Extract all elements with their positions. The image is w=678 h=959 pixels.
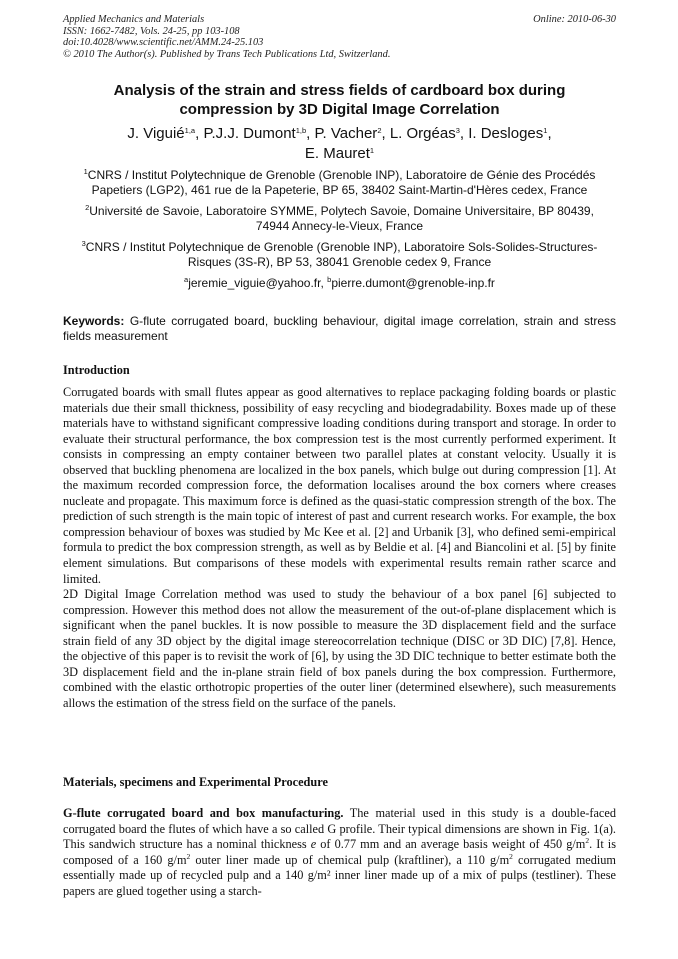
run-in-heading: G-flute corrugated board and box manufacturing. (63, 806, 344, 820)
materials-heading: Materials, specimens and Experimental Procedure (63, 775, 328, 789)
affiliation-text: Risques (3S-R), BP 53, 38041 Grenoble cedex 9, France (187, 255, 492, 270)
author-name: I. Desloges (468, 125, 544, 142)
author-name: J. Viguié (127, 125, 185, 142)
author-list (63, 124, 616, 163)
paragraph: G-flute corrugated board and box manufacturing. The material used in this study is a double-faced corrugated board the flutes of which have a so called G profile. Their typical dimensions are shown in Fig. 1(a). This sandwich structure has a nominal thickness e of 0.77 mm and an average basis weight of 450 $g/m^2$. It is composed of a 160 $g/m^2$ outer liner made up of chemical pulp (kraftliner), a 110 $g/m^2$ corrugated medium essentially made up of recycled pulp and a 140 g/m² inner liner made up of a mix of pulps (testliner). These papers are glued together using a starch- (63, 806, 617, 898)
email-mark: a (184, 275, 189, 284)
affiliation-text: CNRS / Institut Polytechnique de Grenoble (Grenoble INP), Laboratoire Sols-Solides-Structures- (85, 240, 598, 254)
author-affiliation-mark: 1,a (184, 126, 196, 135)
paper-title (63, 81, 616, 119)
affiliation-text: CNRS / Institut Polytechnique de Grenoble (Grenoble INP), Laboratoire de Génie des Procédés (87, 168, 596, 182)
author-affiliation-mark: 1 (543, 126, 548, 135)
author-name: L. Orgéas (389, 125, 456, 142)
introduction-heading: Introduction (63, 363, 130, 377)
affiliation-text: 74944 Annecy-le-Vieux, France (255, 219, 424, 234)
affiliation-mark: 1 (83, 167, 88, 176)
keywords-text: G-flute corrugated board, buckling behaviour, digital image correlation, strain and stress fields measurement (63, 314, 616, 343)
affiliation-3 (63, 240, 616, 271)
author-name: E. Mauret (304, 144, 370, 162)
paragraph: Corrugated boards with small flutes appear as good alternatives to replace packaging folding boards or plastic materials due their small thickness, possibility of easy recycling and biodegradability. Boxes made up of these materials have to withstand significant compressive loading conditions during transport and storage. In order to evaluate their structural performance, the box compression test is the most currently performed experiment. It consists in compressing an empty container between two parallel plates at constant velocity. Usually it is observed that buckling phenomena are localized in the box panels, which bulge out during compression [1]. At the maximum recorded compression force, the deformation localises around the box corners where creases nucleate and propagate. This maximum force is defined as the quasi-static compression strength of the box. The prediction of such strength is the main topic of interest of past and current research works. For example, the box compression behaviour of boxes was studied by Mc Kee et al. [2] and Urbanik [3], who defined semi-empirical formula to predict the box compression strength, as well as by Beldie et al. [4] and Biancolini et al. [5] by finite element simulations. But comparisons of these models with experimental results remain rather scarce and limited. (63, 385, 616, 586)
author-emails: $^a$jeremie_viguie@yahoo.fr, $^b$pierre.dumont@grenoble-inp.fr (184, 275, 495, 290)
issn-line: ISSN: 1662-7482, Vols. 24-25, pp 103-108 (63, 25, 240, 37)
email-address: pierre.dumont@grenoble-inp.fr (331, 276, 495, 290)
author-affiliation-mark: 1 (369, 145, 375, 155)
thickness-symbol: e (310, 837, 317, 852)
affiliation-text: Papetiers (LGP2), 461 rue de la Papeterie, BP 65, 38402 Saint-Martin-d'Hères cedex, France (91, 183, 588, 198)
author-affiliation-mark: 2 (377, 126, 382, 135)
author-line-1: J. Viguié$^{1,a}$, P.J.J. Dumont$^{1,b}$, P. Vacher$^2$, L. Orgéas$^3$, I. Desloges$^1$, (127, 125, 552, 142)
journal-header (63, 14, 616, 60)
introduction-body (63, 385, 616, 711)
author-line-2 (63, 144, 616, 164)
title-line-1: Analysis of the strain and stress fields of cardboard box during (113, 82, 566, 99)
keywords-block (63, 314, 616, 344)
title-line-2: compression by 3D Digital Image Correlation (179, 101, 500, 118)
author-affiliation-mark: 1,b (295, 126, 307, 135)
paragraph: 2D Digital Image Correlation method was used to study the behaviour of a box panel [6] subjected to compression. However this method does not allow the measurement of the out-of-plane displacement which is significant when the panel buckles. It is now possible to measure the 3D displacement field and the surface strain field of any 3D object by the digital image stereocorrelation technique (DISC or 3D DIC) [7,8]. Hence, the objective of this paper is to revisit the work of [6], by using the 3D DIC technique to better estimate both the 3D displacement field and the in-plane strain field of box panels during the box compression. Furthermore, combined with the elastic orthotropic properties of the outer liner (determined elsewhere), such measurements allows the estimation of the stress field on the surface of the panels. (63, 587, 616, 710)
email-address: jeremie_viguie@yahoo.fr (188, 276, 321, 290)
doi-line: doi:10.4028/www.scientific.net/AMM.24-25.103 (63, 37, 264, 49)
affiliation-text: Université de Savoie, Laboratoire SYMME, Polytech Savoie, Domaine Universitaire, BP 80439, (89, 204, 594, 218)
affiliation-mark: 2 (85, 203, 90, 212)
author-affiliation-mark: 3 (455, 126, 460, 135)
email-mark: b (327, 275, 332, 284)
affiliation-mark: 3 (81, 239, 86, 248)
online-date: Online: 2010-06-30 (533, 14, 616, 25)
materials-body (63, 806, 616, 899)
affiliation-1 (63, 168, 616, 199)
journal-name: Applied Mechanics and Materials (63, 14, 205, 25)
author-name: P. Vacher (314, 125, 378, 142)
keywords-label: Keywords: (63, 314, 125, 328)
copyright-line: © 2010 The Author(s). Published by Trans Tech Publications Ltd, Switzerland. (63, 48, 391, 60)
affiliation-2 (63, 204, 616, 235)
author-name: P.J.J. Dumont (203, 125, 296, 142)
